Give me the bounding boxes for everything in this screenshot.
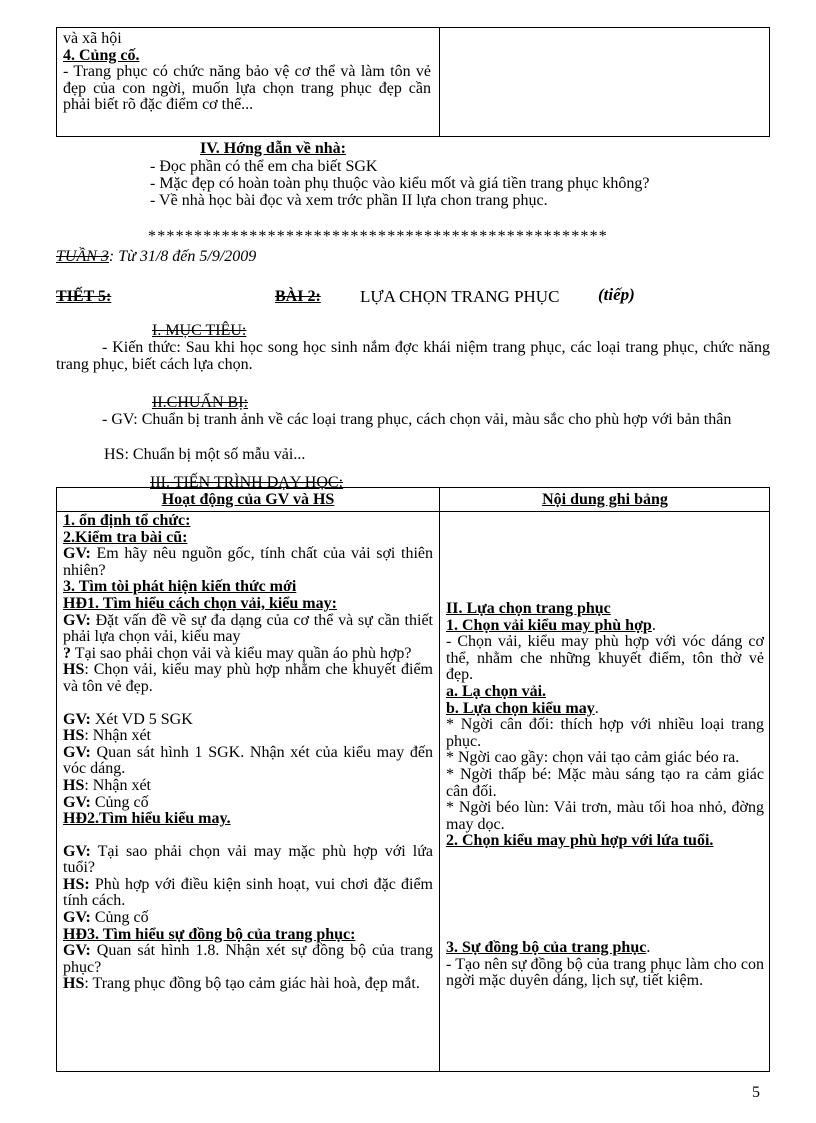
activity-text: : Nhận xét: [84, 727, 151, 745]
note-heading: 1. Chọn vải kiểu may phù hợp: [446, 616, 652, 634]
activity-line: [63, 927, 433, 944]
note-line: [446, 634, 764, 684]
lesson-continued: (tiếp): [598, 285, 635, 304]
speaker-label: HS: [63, 776, 85, 794]
homework-item: - Đọc phần có thể em cha biết SGK: [150, 158, 378, 175]
homework-item: - Về nhà học bài đọc và xem trớc phần II lựa chon trang phục.: [150, 192, 548, 209]
speaker-label: ?: [63, 644, 71, 662]
process-table: [56, 487, 770, 1072]
activity-line: [63, 976, 433, 993]
activity-line: [63, 613, 433, 646]
homework-item: - Mặc đẹp có hoàn toàn phụ thuộc vào kiểu mốt và giá tiền trang phục không?: [150, 175, 650, 192]
activity-text: Tại sao phải chọn vải may mặc phù hợp với lứa tuổi?: [63, 842, 433, 877]
activity-line: [63, 811, 433, 828]
activity-line: [63, 579, 433, 596]
activity-line: [63, 530, 433, 547]
note-text: - Tạo nên sự đồng bộ của trang phục làm cho con ngời mặc duyên dáng, lịch sự, tiết kiệm.: [446, 955, 764, 990]
note-text: * Ngời cân đối: thích hợp với nhiều loại trang phục.: [446, 716, 764, 750]
spacer: [63, 696, 433, 712]
note-line: [446, 684, 764, 701]
note-heading: a. Lạ chọn vải.: [446, 682, 547, 700]
activities-column: [63, 513, 433, 993]
note-text: .: [646, 938, 651, 956]
col2-header: Nội dung ghi bảng: [542, 491, 668, 508]
speaker-label: HS: [63, 727, 85, 745]
note-heading: II. Lựa chọn trang phục: [446, 600, 611, 617]
activity-heading: HĐ2.Tìm hiểu kiểu may.: [63, 810, 231, 828]
note-heading: 3. Sự đồng bộ của trang phục: [446, 938, 647, 956]
activity-line: [63, 712, 433, 729]
speaker-label: GV:: [63, 909, 91, 927]
note-line: [446, 957, 764, 990]
activity-text: Xét VD 5 SGK: [90, 710, 193, 728]
speaker-label: HS:: [63, 875, 90, 893]
activity-text: Củng cố: [90, 909, 149, 927]
note-line: [446, 618, 764, 635]
page-number: 5: [752, 1084, 760, 1101]
period-label: TIẾT 5:: [56, 288, 112, 305]
activity-text: Tại sao phải chọn vải và kiểu may quần áo phù hợp?: [71, 644, 412, 662]
note-text: .: [651, 616, 656, 634]
activity-line: [63, 513, 433, 530]
activity-text: : Trang phục đồng bộ tạo cảm giác hài hoà, đẹp mắt.: [84, 975, 420, 993]
speaker-label: GV:: [63, 842, 91, 860]
note-line: [446, 767, 764, 800]
note-heading: 2. Chọn kiểu may phù hợp với lứa tuổi.: [446, 832, 714, 850]
speaker-label: GV:: [63, 942, 91, 960]
note-line: [446, 601, 764, 618]
note-line: [446, 717, 764, 750]
activity-line: [63, 728, 433, 745]
preparation-gv: - GV: Chuẩn bị tranh ảnh về các loại trang phục, cách chọn vải, màu sắc cho phù hợp với bản thân: [102, 411, 732, 428]
activity-line: [63, 745, 433, 778]
activity-line: [63, 646, 433, 663]
note-line: [446, 701, 764, 718]
activity-heading: HĐ3. Tìm hiểu sự đồng bộ của trang phục:: [63, 925, 356, 943]
speaker-label: GV:: [63, 743, 91, 761]
top-table-left-cell: [63, 31, 431, 114]
top-table: [56, 27, 770, 137]
activity-heading: 3. Tìm tòi phát hiện kiến thức mới: [63, 578, 297, 596]
note-line: [446, 940, 764, 957]
spacer: [63, 828, 433, 844]
note-text: .: [594, 699, 599, 717]
speaker-label: GV:: [63, 710, 91, 728]
lesson-number: BÀI 2:: [275, 288, 321, 305]
activity-text: Quan sát hình 1 SGK. Nhận xét của kiểu may đến vóc dáng.: [63, 743, 433, 778]
activity-line: [63, 778, 433, 795]
speaker-label: GV:: [63, 545, 91, 563]
activity-text: Đặt vấn đề về sự đa dạng của cơ thể và sự cần thiết phải lựa chọn vải, kiểu may: [63, 611, 433, 646]
note-text: - Chọn vải, kiểu may phù hợp với vóc dáng cơ thể, nhằm che những khuyết điểm, tôn thờ vẻ đẹp.: [446, 633, 764, 684]
top-line-3: - Trang phục có chức năng bảo vệ cơ thể và làm tôn vẻ đẹp của con ngời, muốn lựa chọn trang phục đẹp cần phải biết rõ đặc điểm cơ thể...: [63, 63, 431, 114]
activity-text: Phù hợp với điều kiện sinh hoạt, vui chơi đặc điểm tính cách.: [63, 875, 433, 910]
lesson-title: LỰA CHỌN TRANG PHỤC: [360, 287, 560, 306]
note-text: * Ngời thấp bé: Mặc màu sáng tạo ra cảm giác cân đối.: [446, 765, 764, 800]
notes-column: [446, 601, 764, 990]
speaker-label: HS: [63, 661, 85, 679]
col1-header: Hoạt động của GV và HS: [161, 491, 335, 508]
activity-line: [63, 877, 433, 910]
activity-line: [63, 546, 433, 579]
speaker-label: HS: [63, 975, 85, 993]
activity-text: : Chọn vải, kiểu may phù hợp nhằm che khuyết điểm và tôn vẻ đẹp.: [63, 661, 433, 695]
activity-text: : Nhận xét: [84, 776, 151, 794]
homework-list: [150, 158, 770, 209]
note-text: * Ngời béo lùn: Vải trơn, màu tối hoa nhỏ, đờng may dọc.: [446, 799, 764, 833]
activity-line: [63, 910, 433, 927]
objectives-heading: I. MỤC TIÊU:: [152, 322, 247, 339]
note-line: [446, 750, 764, 767]
speaker-label: GV:: [63, 793, 91, 811]
speaker-label: GV:: [63, 611, 91, 629]
activity-heading: HĐ1. Tìm hiểu cách chọn vải, kiểu may:: [63, 594, 337, 612]
week-label: TUẦN 3: [56, 248, 109, 265]
preparation-heading: II.CHUẨN BỊ:: [152, 394, 248, 411]
activity-line: [63, 943, 433, 976]
week-line: [56, 248, 256, 265]
activity-line: [63, 596, 433, 613]
note-line: [446, 800, 764, 833]
activity-heading: 1. ổn định tổ chức:: [63, 512, 191, 529]
week-dates: : Từ 31/8 đến 5/9/2009: [108, 248, 257, 265]
top-line-1: và xã hội: [63, 30, 122, 47]
activity-line: [63, 795, 433, 812]
activity-text: Em hãy nêu nguồn gốc, tính chất của vải sợi thiên nhiên?: [63, 545, 433, 579]
activity-line: [63, 844, 433, 877]
process-heading: III. TIẾN TRÌNH DẠY HỌC:: [150, 474, 344, 491]
activity-heading: 2.Kiểm tra bài cũ:: [63, 528, 188, 546]
top-line-2: 4. Củng cố.: [63, 46, 140, 64]
note-line: [446, 833, 764, 850]
note-text: * Ngời cao gầy: chọn vải tạo cảm giác béo ra.: [446, 749, 740, 767]
activity-text: Quan sát hình 1.8. Nhận xét sự đồng bộ của trang phục?: [63, 942, 433, 976]
separator: **************************************************: [148, 228, 608, 245]
activity-line: [63, 662, 433, 695]
objectives-text: - Kiến thức: Sau khi học song học sinh nắm đợc khái niệm trang phục, các loại trang phục, chức năng trang phục, biết cách lựa chọn.: [56, 339, 770, 373]
preparation-hs: HS: Chuẩn bị một số mẫu vải...: [104, 446, 306, 463]
activity-text: Củng cố: [90, 793, 149, 811]
note-heading: b. Lựa chọn kiểu may: [446, 699, 595, 717]
homework-heading: IV. Hớng dẫn về nhà:: [200, 140, 346, 157]
